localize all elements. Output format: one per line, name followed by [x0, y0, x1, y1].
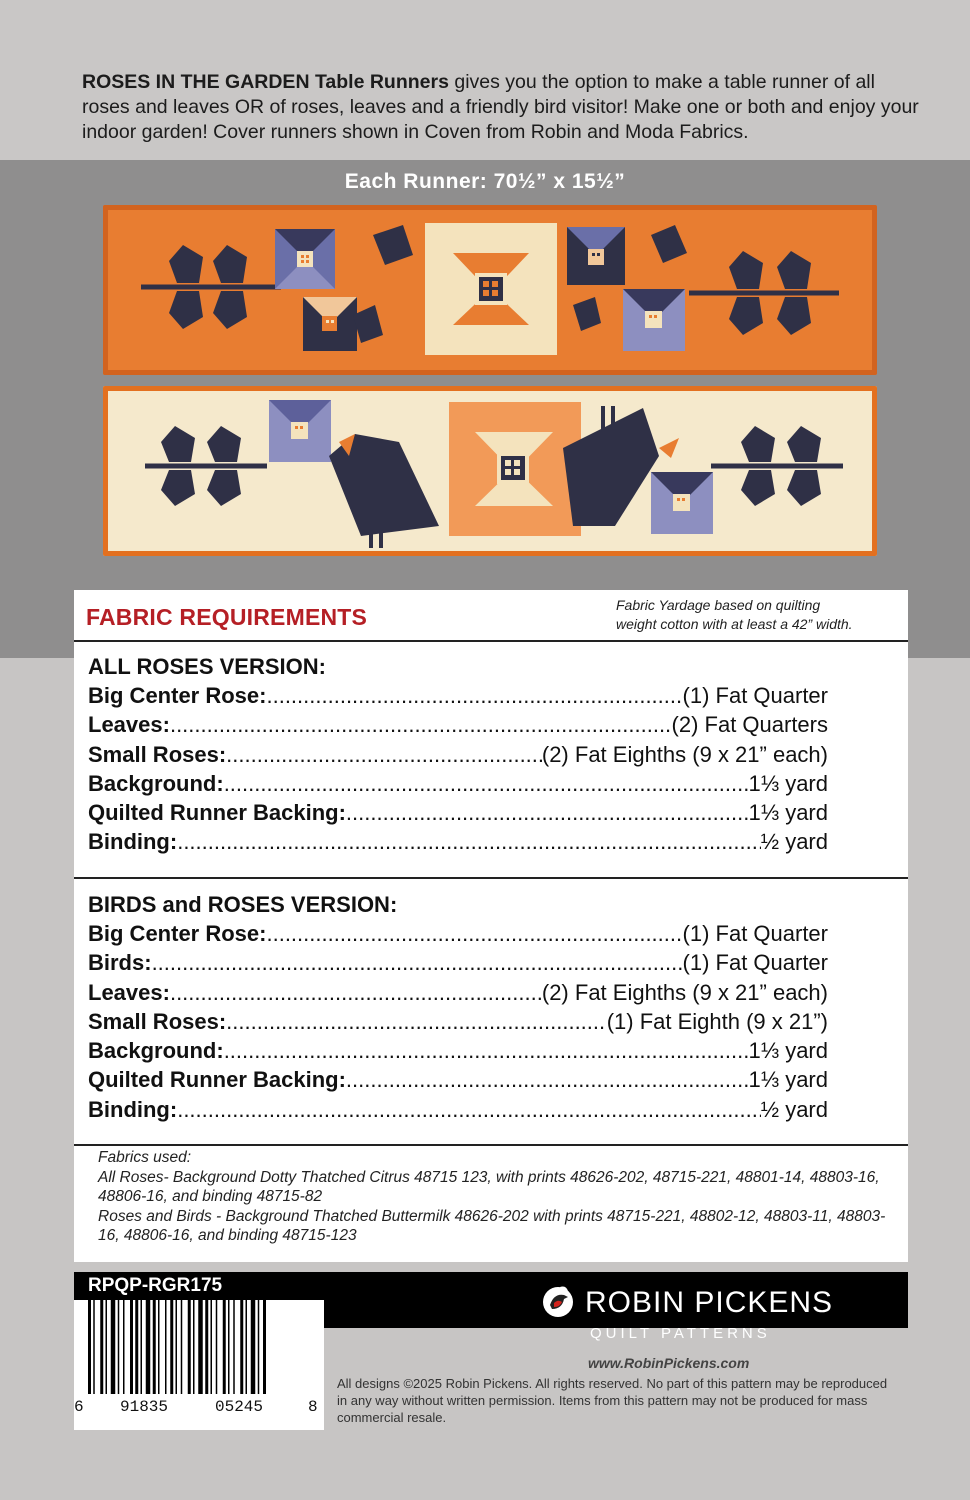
requirement-row [88, 1007, 828, 1036]
requirement-value: 1⅓ yard [748, 1067, 828, 1093]
dot-leader [224, 1036, 749, 1065]
brand-name: ROBIN PICKENS [585, 1286, 834, 1319]
barcode-bar [141, 1300, 143, 1394]
barcode-bar [246, 1300, 248, 1394]
fabrics-used [98, 1148, 888, 1246]
requirement-label: Quilted Runner Backing: [88, 800, 346, 826]
barcode-bar [205, 1300, 208, 1394]
barcode-bar [123, 1300, 125, 1394]
requirement-value: 1⅓ yard [748, 770, 828, 796]
leaf-branch-left [145, 426, 267, 506]
requirement-row [88, 1065, 828, 1094]
barcode-bar [240, 1300, 243, 1394]
fabrics-used-line1: All Roses- Background Dotty Thatched Citrus 48715 123, with prints 48626-202, 48715-221, 48801-14, 48803-16, 48806-16, and binding 48715-82 [98, 1168, 880, 1205]
dot-leader [170, 978, 542, 1007]
yardage-note [616, 596, 886, 634]
requirement-row [88, 710, 828, 739]
dot-leader [152, 948, 683, 977]
dot-leader [226, 740, 542, 769]
requirement-label: Leaves: [88, 979, 170, 1005]
requirement-value: ½ yard [760, 829, 828, 855]
divider [74, 640, 908, 642]
requirement-row [88, 681, 828, 710]
barcode-bar [100, 1300, 103, 1394]
barcode-bar [193, 1300, 195, 1394]
requirement-value: (1) Fat Eighth (9 x 21”) [606, 1008, 828, 1034]
barcode-digits-2: 91835 [120, 1398, 169, 1416]
requirement-value: (2) Fat Quarters [671, 712, 828, 738]
barcode-bar [251, 1300, 256, 1394]
requirement-value: (2) Fat Eighths (9 x 21” each) [541, 741, 828, 767]
barcode-bar [93, 1300, 95, 1394]
barcode-bar [223, 1300, 226, 1394]
requirement-label: Big Center Rose: [88, 921, 267, 946]
robin-logo-icon [540, 1283, 576, 1319]
requirement-value: ½ yard [760, 1096, 828, 1122]
bird-left [329, 434, 439, 548]
barcode-bar [233, 1300, 235, 1394]
requirement-row [88, 769, 828, 798]
barcode-bar [88, 1300, 91, 1394]
leaf-branch-right [689, 251, 839, 335]
requirement-label: Binding: [88, 829, 178, 855]
barcode-bar [211, 1300, 213, 1394]
brand-subtitle: QUILT PATTERNS [590, 1325, 771, 1342]
dot-leader [177, 1095, 761, 1124]
barcode-digits-3: 05245 [215, 1398, 264, 1416]
requirement-row [88, 827, 828, 856]
barcode-bar [135, 1300, 138, 1394]
barcode-bar [216, 1300, 218, 1394]
small-rose-left [275, 229, 335, 289]
requirement-row [88, 1036, 828, 1065]
barcode-bar [176, 1300, 178, 1394]
copyright-notice: All designs ©2025 Robin Pickens. All rights reserved. No part of this pattern may be reproduced in any way without written permission. Items from this pattern may not be produced for mass commercial resale. [337, 1376, 888, 1425]
barcode-bar [263, 1300, 266, 1394]
barcode-bar [118, 1300, 120, 1394]
birds-roses-section [88, 890, 828, 1124]
dot-leader [177, 827, 761, 856]
big-center-rose [425, 223, 557, 355]
dot-leader [266, 919, 682, 948]
leaf-branch-right [711, 426, 843, 506]
requirement-label: Background: [88, 1038, 224, 1064]
intro-text [82, 70, 922, 145]
barcode-bar [165, 1300, 167, 1394]
barcode-bar [158, 1300, 160, 1394]
requirement-value: (1) Fat Quarter [682, 950, 828, 976]
divider [74, 1144, 908, 1146]
barcode-bar [228, 1300, 230, 1394]
requirement-label: Leaves: [88, 712, 170, 738]
requirement-label: Small Roses: [88, 1008, 227, 1034]
barcode-bar [198, 1300, 203, 1394]
small-rose-right-2 [623, 289, 685, 351]
all-roses-title: ALL ROSES VERSION: [88, 654, 326, 679]
birds-roses-title: BIRDS and ROSES VERSION: [88, 892, 398, 917]
dot-leader [346, 1065, 749, 1094]
requirement-value: (1) Fat Quarter [682, 683, 828, 708]
small-rose-left [269, 400, 331, 462]
dot-leader [266, 681, 682, 710]
barcode-digit-1: 6 [74, 1398, 84, 1416]
barcode-bar [106, 1300, 108, 1394]
barcode-bar [111, 1300, 116, 1394]
requirement-label: Birds: [88, 950, 152, 976]
barcode-bar [146, 1300, 151, 1394]
dot-leader [224, 769, 749, 798]
barcode-bar [170, 1300, 173, 1394]
small-rose-left-2 [303, 297, 357, 351]
divider [74, 877, 908, 879]
requirement-row [88, 919, 828, 948]
big-center-rose [449, 402, 581, 536]
requirement-value: 1⅓ yard [748, 1038, 828, 1064]
requirement-label: Big Center Rose: [88, 683, 267, 708]
requirement-label: Small Roses: [88, 741, 227, 767]
requirement-label: Binding: [88, 1096, 178, 1122]
website: www.RobinPickens.com [588, 1355, 750, 1371]
intro-body: gives you the option to make a table runner of all roses and leaves OR of roses, leaves and a friendly bird visitor! Make one or both and enjoy your indoor garden! Cover runners shown in Coven from Robin and Moda Fabrics. [82, 71, 919, 143]
dot-leader [346, 798, 749, 827]
all-roses-runner-image [103, 205, 877, 375]
barcode-bar [188, 1300, 191, 1394]
fabrics-used-heading: Fabrics used: [98, 1149, 192, 1166]
requirement-value: 1⅓ yard [748, 800, 828, 826]
yardage-note-line1: Fabric Yardage based on quilting [616, 597, 821, 613]
small-rose-right [567, 227, 625, 285]
barcode-bar [181, 1300, 183, 1394]
barcode [74, 1300, 324, 1430]
fabric-requirements-title: FABRIC REQUIREMENTS [86, 604, 368, 630]
barcode-digit-4: 8 [308, 1398, 318, 1416]
sku-code: RPQP-RGR175 [88, 1275, 223, 1296]
intro-title: ROSES IN THE GARDEN Table Runners [82, 71, 449, 93]
leaf-branch-left [141, 245, 281, 329]
birds-roses-runner-image [103, 386, 877, 556]
barcode-bar [153, 1300, 156, 1394]
fabrics-used-line2: Roses and Birds - Background Thatched Buttermilk 48626-202 with prints 48715-221, 48802-12, 48803-11, 48803-16, 48806-16, and binding 48715-123 [98, 1207, 886, 1244]
requirement-row [88, 798, 828, 827]
requirement-label: Quilted Runner Backing: [88, 1067, 346, 1093]
requirement-value: (2) Fat Eighths (9 x 21” each) [541, 979, 828, 1005]
requirement-row [88, 1095, 828, 1124]
small-rose-right [651, 472, 713, 534]
requirement-value: (1) Fat Quarter [682, 921, 828, 946]
requirement-row [88, 948, 828, 977]
all-roses-section [88, 652, 828, 857]
runner-size-label: Each Runner: 70½” x 15½” [344, 170, 626, 193]
dot-leader [170, 710, 672, 739]
barcode-bar [258, 1300, 260, 1394]
dot-leader [226, 1007, 607, 1036]
barcode-bar [130, 1300, 133, 1394]
requirement-label: Background: [88, 770, 224, 796]
yardage-note-line2: weight cotton with at least a 42” width. [616, 616, 853, 632]
requirement-row [88, 978, 828, 1007]
requirement-row [88, 740, 828, 769]
